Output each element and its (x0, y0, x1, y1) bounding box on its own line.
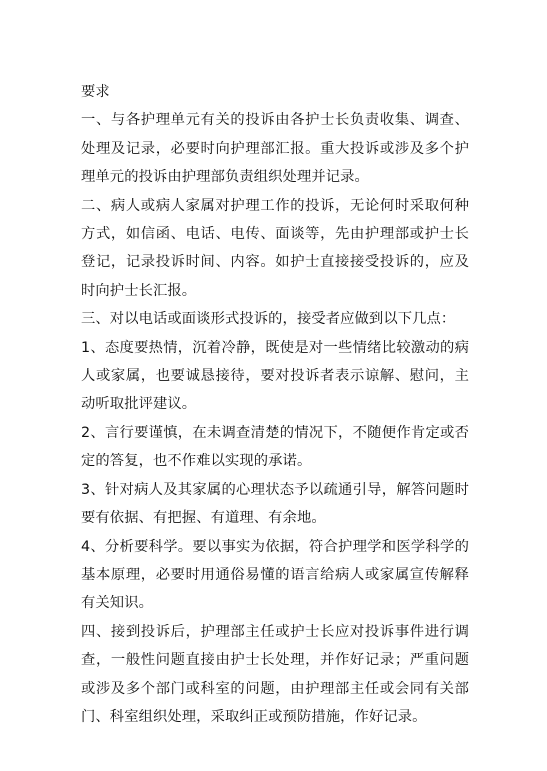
paragraph-section-1: 一、与各护理单元有关的投诉由各护士长负责收集、调查、处理及记录，必要时向护理部汇报。重大投诉或涉及多个护理单元的投诉由护理部负责组织处理并记录。 (81, 112, 469, 186)
document-title: 要求 (81, 84, 110, 100)
paragraph-section-4: 四、接到投诉后，护理部主任或护士长应对投诉事件进行调查，一般性问题直接由护士长处理，并作好记录；严重问题或涉及多个部门或科室的问题，由护理部主任或会同有关部门、科室组织处理，采取纠正或预防措施，作好记录。 (81, 623, 469, 725)
paragraph-item-2: 2、言行要谨慎，在未调查清楚的情况下，不随便作肯定或否定的答复，也不作难以实现的承诺。 (81, 424, 469, 470)
paragraph-item-1: 1、态度要热情，沉着冷静，既使是对一些情绪比较激动的病人或家属，也要诚恳接待，要对投诉者表示谅解、慰问，主动听取批评建议。 (81, 339, 469, 413)
document-body (81, 78, 469, 731)
paragraph-section-2: 二、病人或病人家属对护理工作的投诉，无论何时采取何种方式，如信函、电话、电传、面谈等，先由护理部或护士长登记，记录投诉时间、内容。如护士直接接受投诉的，应及时向护士长汇报。 (81, 197, 469, 299)
paragraph-item-3: 3、针对病人及其家属的心理状态予以疏通引导，解答问题时要有依据、有把握、有道理、有余地。 (81, 481, 469, 527)
paragraph-section-3: 三、对以电话或面谈形式投诉的，接受者应做到以下几点： (81, 311, 456, 328)
paragraph-item-4: 4、分析要科学。要以事实为依据，符合护理学和医学科学的基本原理，必要时用通俗易懂的语言给病人或家属宣传解释有关知识。 (81, 538, 469, 612)
